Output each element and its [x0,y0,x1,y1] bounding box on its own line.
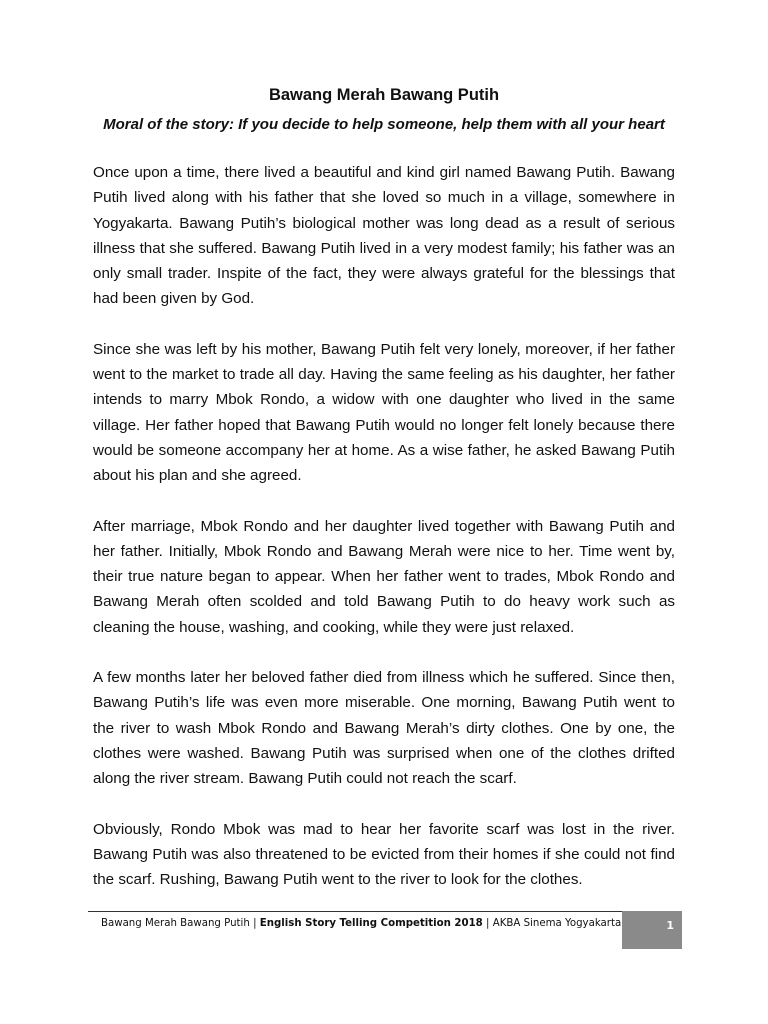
paragraph: Once upon a time, there lived a beautiful and kind girl named Bawang Putih. Bawang Putih lived along with his father that she loved so much in a village, somewhere in Yogyakarta. Bawang Putih’s biological mother was long dead as a result of serious illness that she suffered. Bawang Putih lived in a very modest family; his father was an only small trader. Inspite of the fact, they were always grateful for the blessings that had been given by God. [93,164,675,308]
footer-divider [88,911,622,912]
paragraph: A few months later her beloved father died from illness which he suffered. Since then, Bawang Putih’s life was even more miserable. One morning, Bawang Putih went to the river to wash Mbok Rondo and Bawang Merah’s dirty clothes. One by one, the clothes were washed. Bawang Putih was surprised when one of the clothes drifted along the river stream. Bawang Putih could not reach the scarf. [93,669,675,788]
document-title: Bawang Merah Bawang Putih [268,86,500,104]
story-body [93,160,675,917]
footer-story-title: Bawang Merah Bawang Putih [101,918,250,929]
page-number: 1 [666,919,674,932]
story-moral: Moral of the story: If you decide to help someone, help them with all your heart [103,116,665,133]
page-number-box [622,911,682,949]
paragraph: Since she was left by his mother, Bawang Putih felt very lonely, moreover, if her father went to the market to trade all day. Having the same feeling as his daughter, her father intends to marry Mbok Rondo, a widow with one daughter who lived in the same village. Her father hoped that Bawang Putih would no longer felt lonely because there would be someone accompany her at home. As a wise father, he asked Bawang Putih about his plan and she agreed. [93,340,675,485]
paragraph: After marriage, Mbok Rondo and her daughter lived together with Bawang Putih and her father. Initially, Mbok Rondo and Bawang Merah were nice to her. Time went by, their true nature began to appear. When her father went to trades, Mbok Rondo and Bawang Merah often scolded and told Bawang Putih to do heavy work such as cleaning the house, washing, and cooking, while they were just relaxed. [93,517,675,636]
paragraph: Obviously, Rondo Mbok was mad to hear her favorite scarf was lost in the river. Bawang Putih was also threatened to be evicted from their homes if she could not find the scarf. Rushing, Bawang Putih went to the river to look for the clothes. [93,820,675,889]
footer-organizer: AKBA Sinema Yogyakarta [492,918,622,929]
page-footer [101,918,621,929]
footer-separator: | [486,918,490,929]
footer-separator: | [253,918,257,929]
footer-competition: English Story Telling Competition 2018 [259,918,483,929]
